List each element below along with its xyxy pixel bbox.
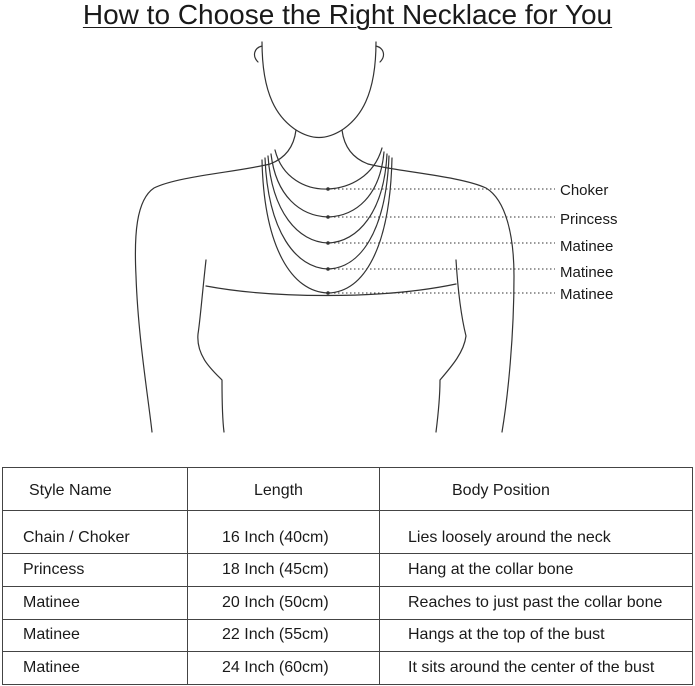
neck-right — [342, 130, 368, 164]
ear-right — [376, 46, 383, 62]
neck-left — [270, 130, 296, 164]
necklace-choker — [275, 148, 382, 189]
cell-length: 24 Inch (60cm) — [188, 652, 380, 685]
label-matinee-1: Matinee — [560, 238, 614, 255]
pendant-dot — [326, 267, 330, 271]
header-length: Length — [188, 468, 380, 511]
cell-length: 18 Inch (45cm) — [188, 554, 380, 587]
table-row — [3, 652, 693, 685]
header-style-name: Style Name — [3, 468, 188, 511]
cell-body-position: Hang at the collar bone — [380, 554, 693, 587]
table-row — [3, 586, 693, 619]
cell-body-position: Lies loosely around the neck — [380, 511, 693, 554]
cell-length: 20 Inch (50cm) — [188, 586, 380, 619]
bust-illustration — [0, 36, 695, 436]
cell-style-name: Matinee — [3, 586, 188, 619]
necklace-size-table — [2, 467, 693, 685]
cell-style-name: Princess — [3, 554, 188, 587]
necklace-matinee-1 — [268, 154, 387, 243]
cell-body-position: Reaches to just past the collar bone — [380, 586, 693, 619]
cell-length: 16 Inch (40cm) — [188, 511, 380, 554]
table-row — [3, 619, 693, 652]
torso-right — [436, 260, 466, 432]
cell-style-name: Matinee — [3, 652, 188, 685]
label-princess: Princess — [560, 211, 618, 228]
cell-style-name: Chain / Choker — [3, 511, 188, 554]
page-title: How to Choose the Right Necklace for You — [82, 0, 613, 30]
pendant-dot — [326, 187, 330, 191]
necklace-matinee-3 — [262, 158, 392, 293]
torso-left — [198, 260, 224, 432]
label-matinee-3: Matinee — [560, 286, 614, 303]
top-edge — [206, 284, 456, 296]
cell-body-position: It sits around the center of the bust — [380, 652, 693, 685]
pendant-dot — [326, 241, 330, 245]
label-matinee-2: Matinee — [560, 264, 614, 281]
ear-left — [255, 46, 262, 62]
shoulder-right — [368, 164, 514, 432]
face-outline — [262, 42, 376, 138]
label-choker: Choker — [560, 182, 609, 199]
pendant-dot — [326, 215, 330, 219]
shoulder-left — [135, 164, 270, 432]
table-row — [3, 511, 693, 554]
header-body-position: Body Position — [380, 468, 693, 511]
cell-length: 22 Inch (55cm) — [188, 619, 380, 652]
pendant-dot — [326, 291, 330, 295]
cell-style-name: Matinee — [3, 619, 188, 652]
table-header-row — [3, 468, 693, 511]
cell-body-position: Hangs at the top of the bust — [380, 619, 693, 652]
table-row — [3, 554, 693, 587]
necklace-princess — [271, 152, 384, 217]
